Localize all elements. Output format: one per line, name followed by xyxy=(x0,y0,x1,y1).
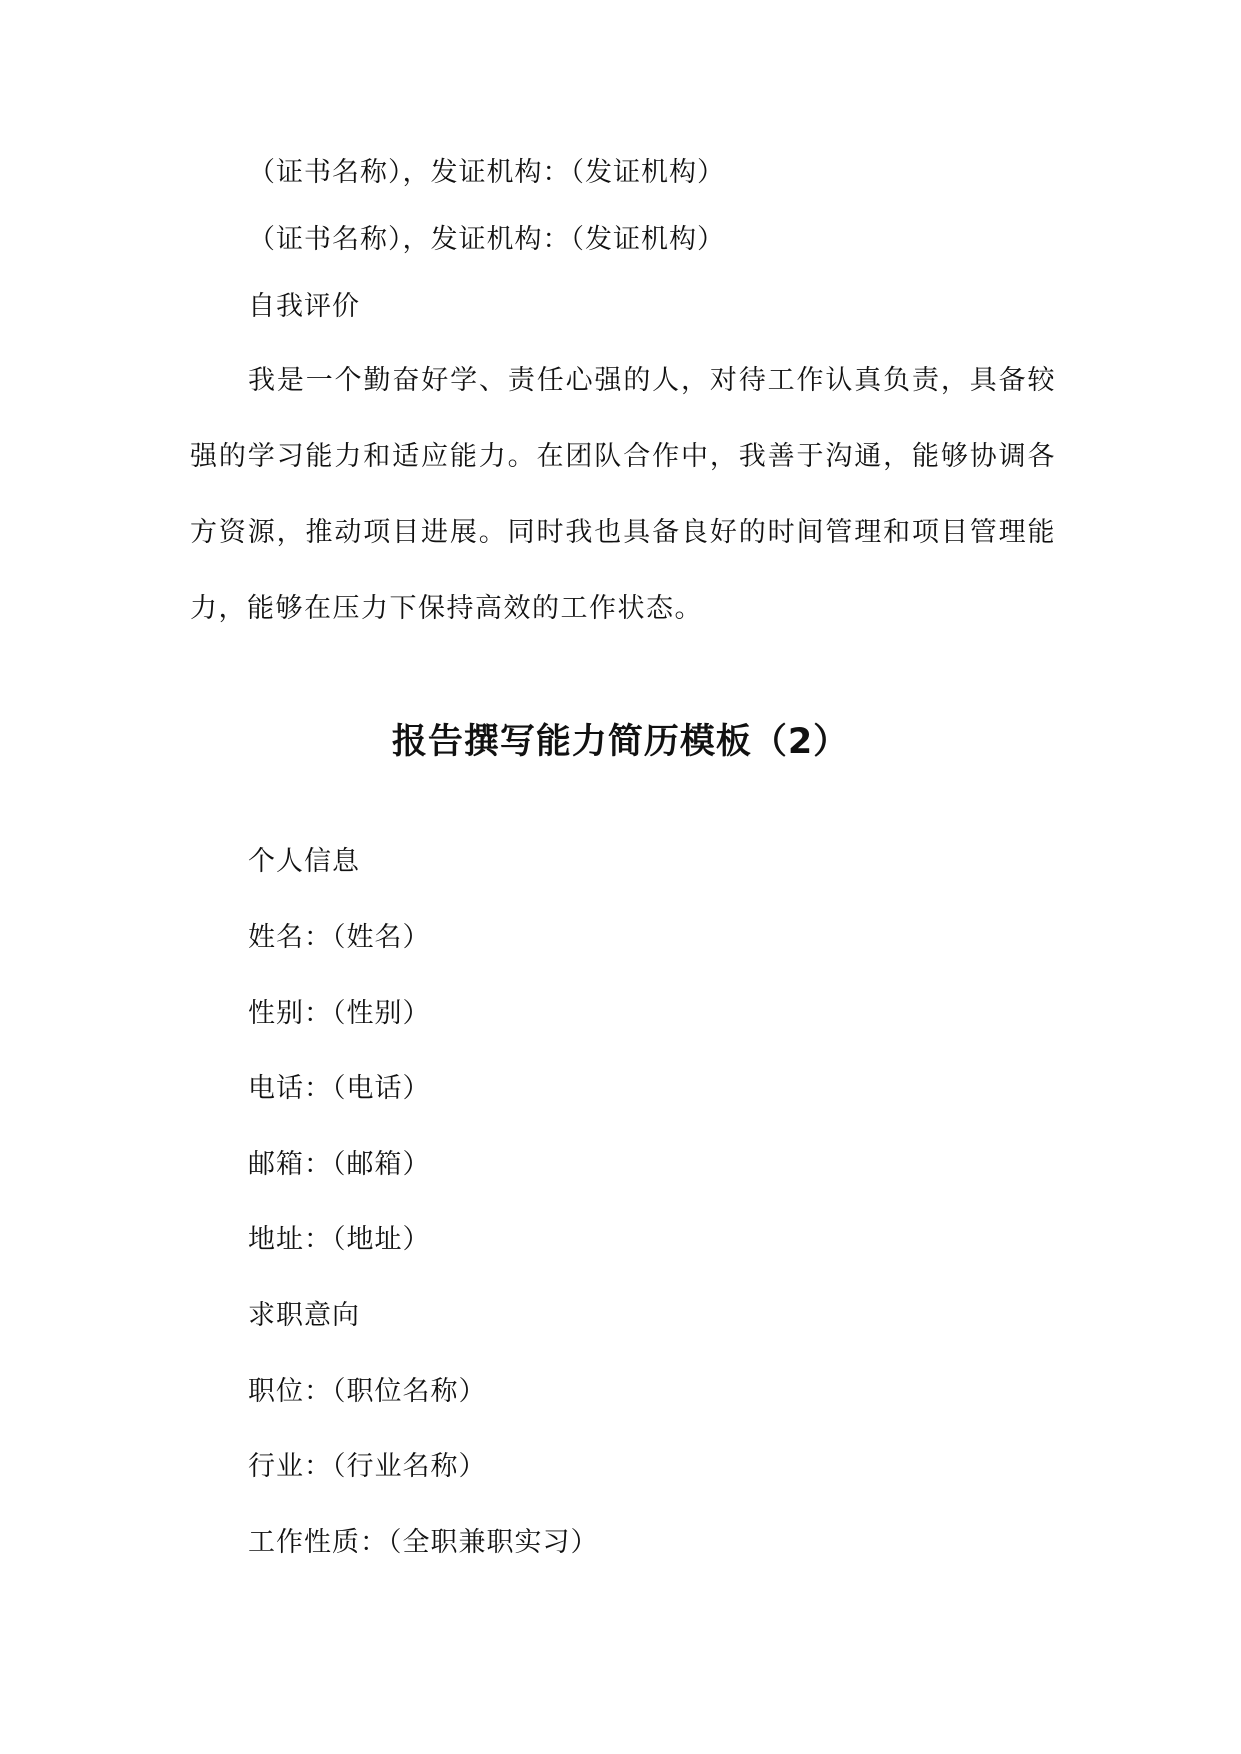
personal-info-address: 地址：（地址） xyxy=(248,1224,431,1255)
personal-info-gender: 性别：（性别） xyxy=(248,998,431,1029)
personal-info-phone: 电话：（电话） xyxy=(248,1073,431,1104)
self-evaluation-paragraph: 我是一个勤奋好学、责任心强的人，对待工作认真负责，具备较强的学习能力和适应能力。在团队合作中，我善于沟通，能够协调各方资源，推动项目进展。同时我也具备良好的时间管理和项目管理能力，能够在压力下保持高效的工作状态。 xyxy=(190,365,1056,624)
job-intent-industry: 行业：（行业名称） xyxy=(248,1451,487,1482)
template-title: 报告撰写能力简历模板（2） xyxy=(391,722,850,762)
certificate-line: （证书名称），发证机构：（发证机构） xyxy=(248,157,725,188)
job-intent-work-type: 工作性质：（全职兼职实习） xyxy=(248,1527,599,1558)
personal-info-name: 姓名：（姓名） xyxy=(248,922,431,953)
certificate-line: （证书名称），发证机构：（发证机构） xyxy=(248,224,725,255)
personal-info-heading: 个人信息 xyxy=(248,846,360,877)
job-intent-heading: 求职意向 xyxy=(248,1300,360,1331)
personal-info-email: 邮箱：（邮箱） xyxy=(248,1149,431,1180)
self-evaluation-heading: 自我评价 xyxy=(248,291,360,322)
job-intent-position: 职位：（职位名称） xyxy=(248,1376,487,1407)
